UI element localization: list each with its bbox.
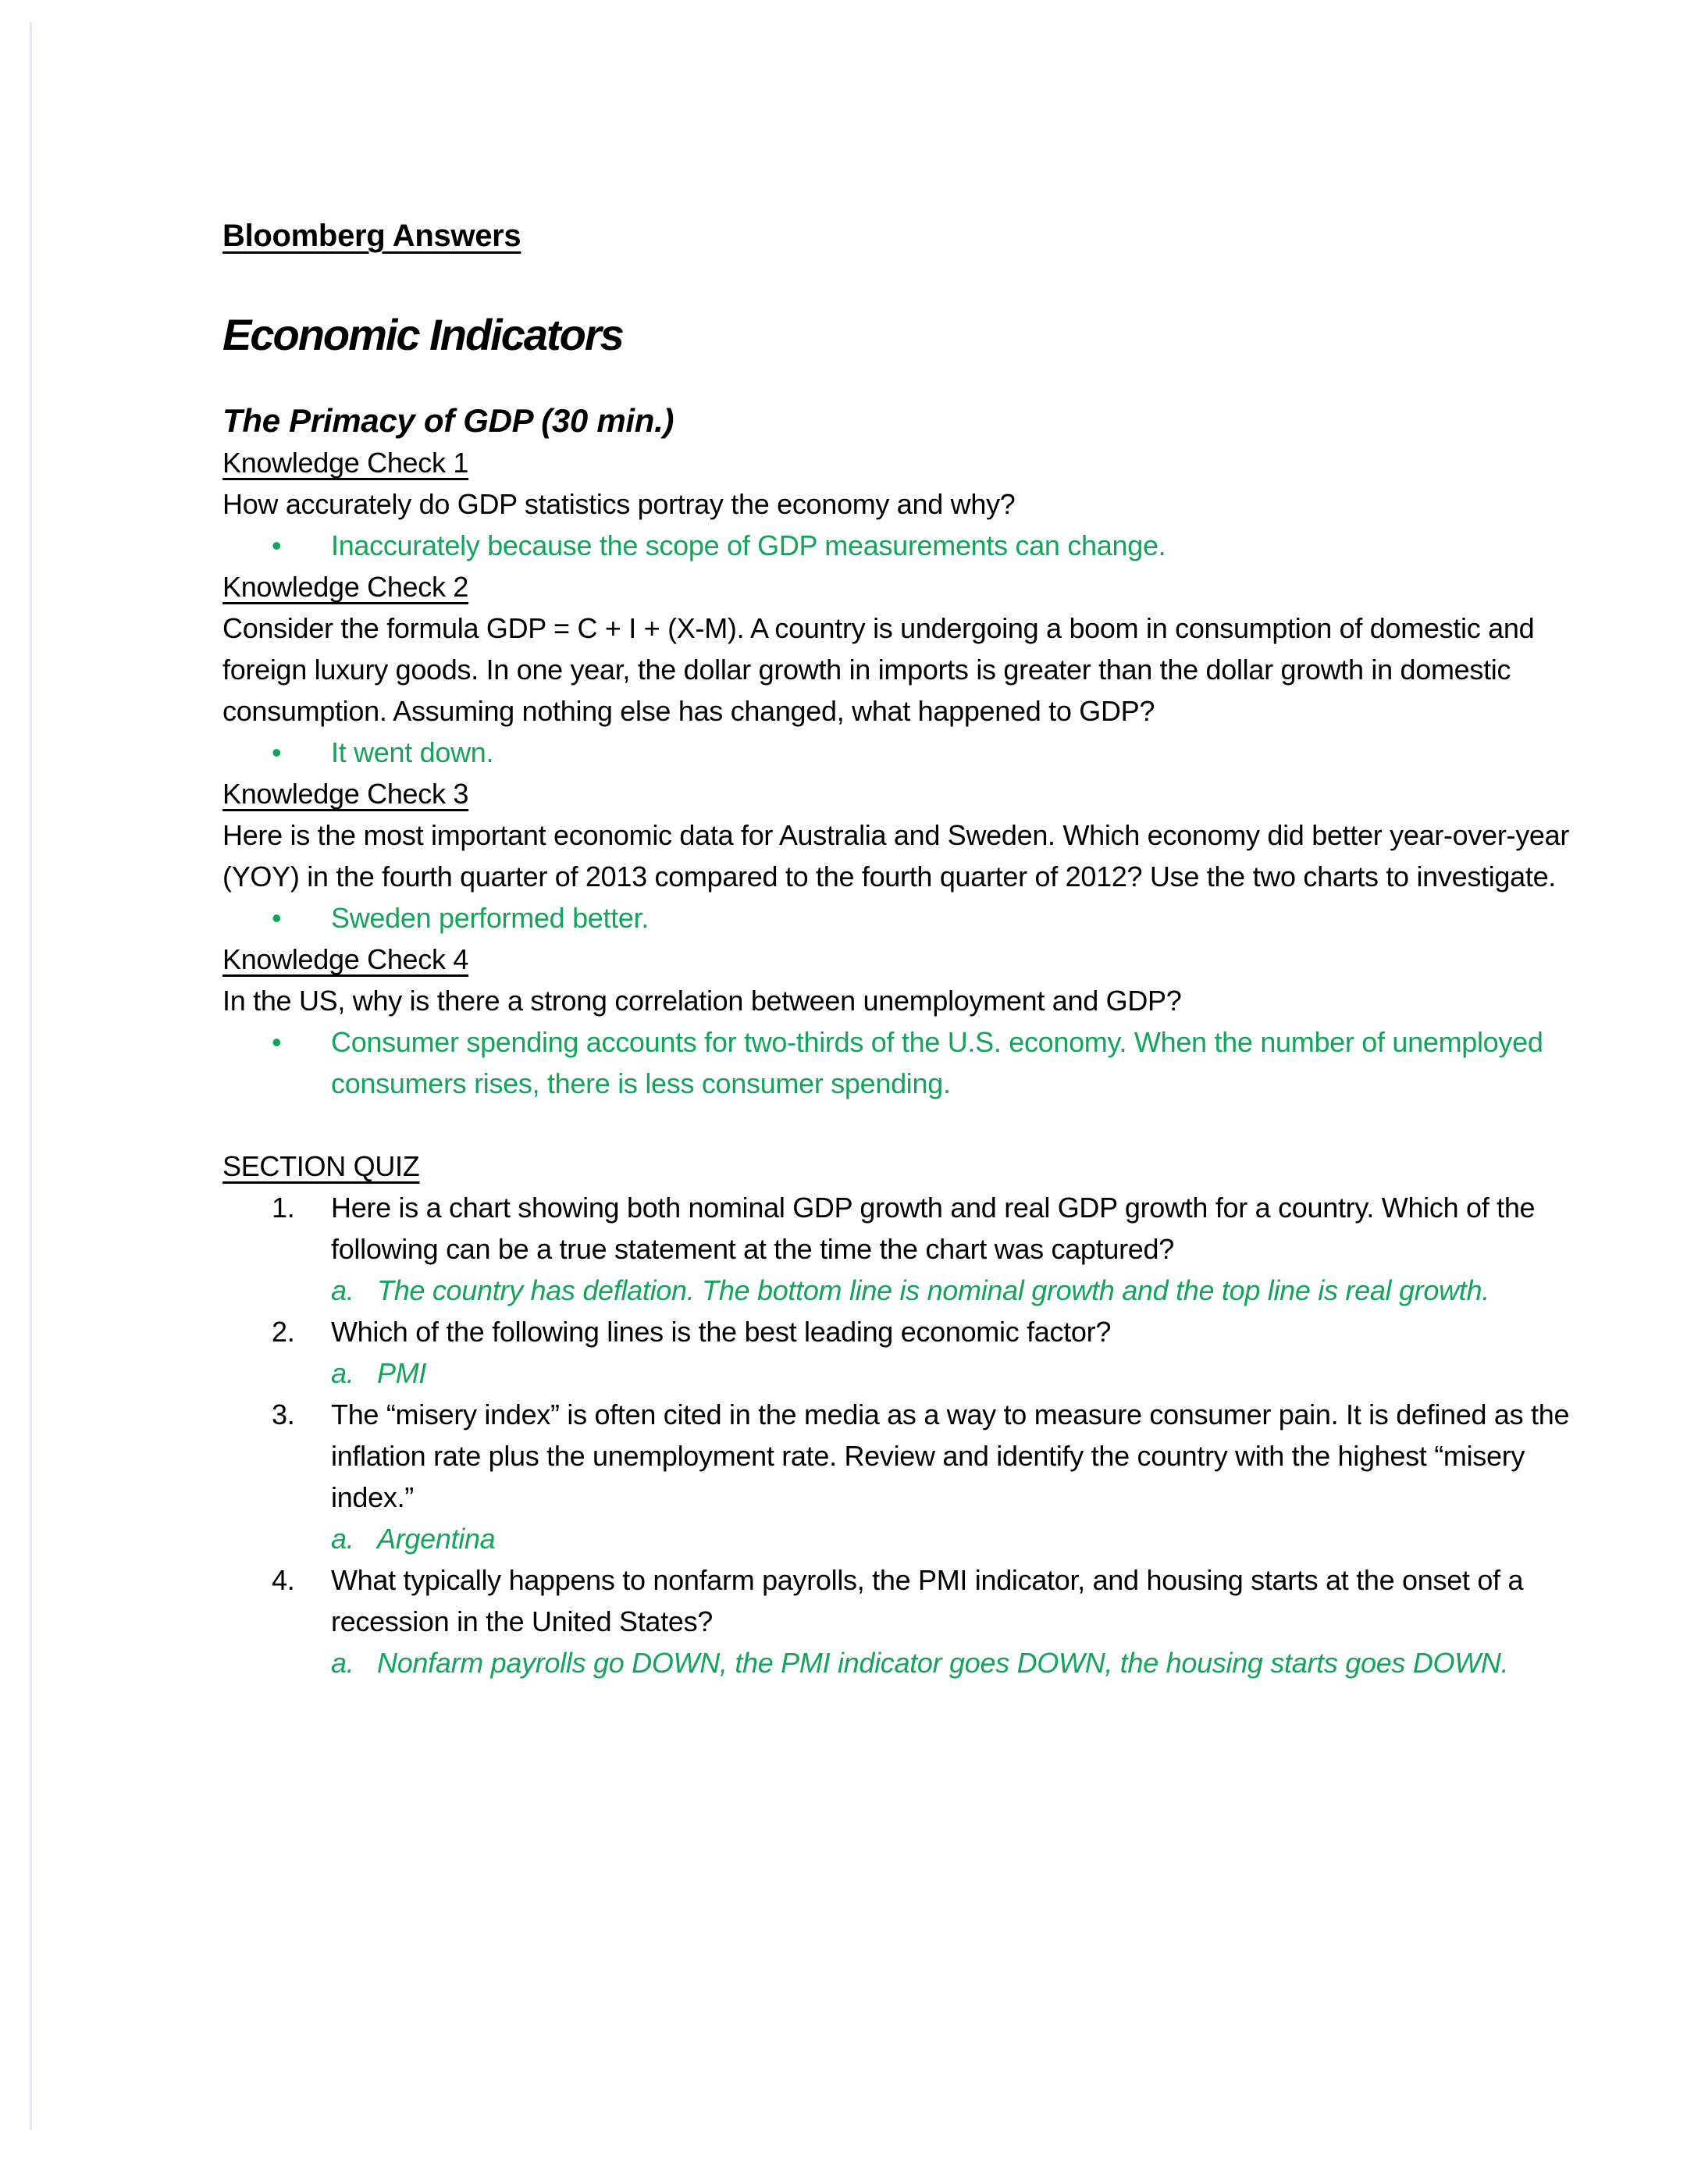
quiz-item-1-answer [222,1270,1598,1311]
knowledge-check-4-question: In the US, why is there a strong correlation between unemployment and GDP? [222,985,1182,1017]
bullet-icon: • [272,1026,282,1058]
quiz-item-2-answer-text: PMI [377,1357,427,1389]
page-edge-rule [30,22,32,2130]
doc-title [222,216,1598,257]
quiz-item-1-answer-text: The country has deflation. The bottom line is nominal growth and the top line is real growth. [377,1274,1489,1306]
bullet-icon: • [272,736,282,768]
knowledge-check-2-answer [222,732,1598,773]
knowledge-check-2-label-text: Knowledge Check 2 [222,571,469,603]
quiz-item-1-number: 1. [272,1192,295,1224]
quiz-item-2-answer [222,1352,1598,1394]
quiz-item-1-answer-letter: a. [331,1274,354,1306]
quiz-item-4 [222,1559,1598,1642]
knowledge-check-3-label-text: Knowledge Check 3 [222,778,469,810]
quiz-item-2-question: Which of the following lines is the best leading economic factor? [331,1316,1112,1348]
knowledge-check-3-answer [222,897,1598,939]
knowledge-check-4-answer-text: Consumer spending accounts for two-thirds of the U.S. economy. When the number of unemployed consumers rises, there is less consumer spending. [331,1026,1543,1099]
bullet-icon: • [272,902,282,934]
bullet-icon: • [272,529,282,561]
main-heading: Economic Indicators [222,310,623,359]
quiz-item-1-question: Here is a chart showing both nominal GDP growth and real GDP growth for a country. Which of the following can be a true statement at the time the chart was captured? [331,1192,1536,1265]
quiz-item-3-answer-text: Argentina [377,1523,496,1555]
knowledge-check-1-label-text: Knowledge Check 1 [222,447,469,479]
knowledge-check-1-answer [222,525,1598,566]
knowledge-check-1-question: How accurately do GDP statistics portray the economy and why? [222,488,1016,520]
document-content [222,216,1598,1683]
knowledge-check-4-label-text: Knowledge Check 4 [222,943,469,975]
quiz-item-2-answer-letter: a. [331,1357,354,1389]
knowledge-check-2-answer-text: It went down. [331,736,494,768]
knowledge-check-4-answer [222,1021,1598,1104]
quiz-item-3-question: The “misery index” is often cited in the media as a way to measure consumer pain. It is defined as the inflation rate plus the unemployment rate. Review and identify the country with the highest “misery index.” [331,1398,1570,1513]
quiz-item-3-number: 3. [272,1398,295,1430]
quiz-label-text: SECTION QUIZ [222,1150,420,1182]
quiz-item-4-question: What typically happens to nonfarm payrolls, the PMI indicator, and housing starts at the onset of a recession in the United States? [331,1564,1524,1637]
quiz-item-4-number: 4. [272,1564,295,1596]
quiz-item-2-number: 2. [272,1316,295,1348]
quiz-item-1 [222,1187,1598,1270]
knowledge-check-2-question: Consider the formula GDP = C + I + (X-M). A country is undergoing a boom in consumption of domestic and foreign luxury goods. In one year, the dollar growth in imports is greater than the dollar growth in domestic consumption. Assuming nothing else has changed, what happened to GDP? [222,612,1535,727]
knowledge-check-1-answer-text: Inaccurately because the scope of GDP measurements can change. [331,529,1166,561]
quiz-item-4-answer-text: Nonfarm payrolls go DOWN, the PMI indicator goes DOWN, the housing starts goes DOWN. [377,1647,1509,1679]
quiz-item-2 [222,1311,1598,1352]
quiz-item-3 [222,1394,1598,1518]
quiz-item-3-answer-letter: a. [331,1523,354,1555]
quiz-label [222,1145,1598,1187]
knowledge-check-3-label [222,773,1598,814]
section-heading: The Primacy of GDP (30 min.) [222,402,674,439]
quiz-item-4-answer [222,1642,1598,1683]
knowledge-check-1-label [222,442,1598,483]
quiz-item-4-answer-letter: a. [331,1647,354,1679]
knowledge-check-4-label [222,939,1598,980]
knowledge-check-3-answer-text: Sweden performed better. [331,902,650,934]
quiz-item-3-answer [222,1518,1598,1559]
knowledge-check-3-question: Here is the most important economic data for Australia and Sweden. Which economy did better year-over-year (YOY) in the fourth quarter of 2013 compared to the fourth quarter of 2012? Use the two charts to investigate. [222,819,1570,892]
knowledge-check-2-label [222,566,1598,607]
doc-title-text: Bloomberg Answers [222,219,521,253]
